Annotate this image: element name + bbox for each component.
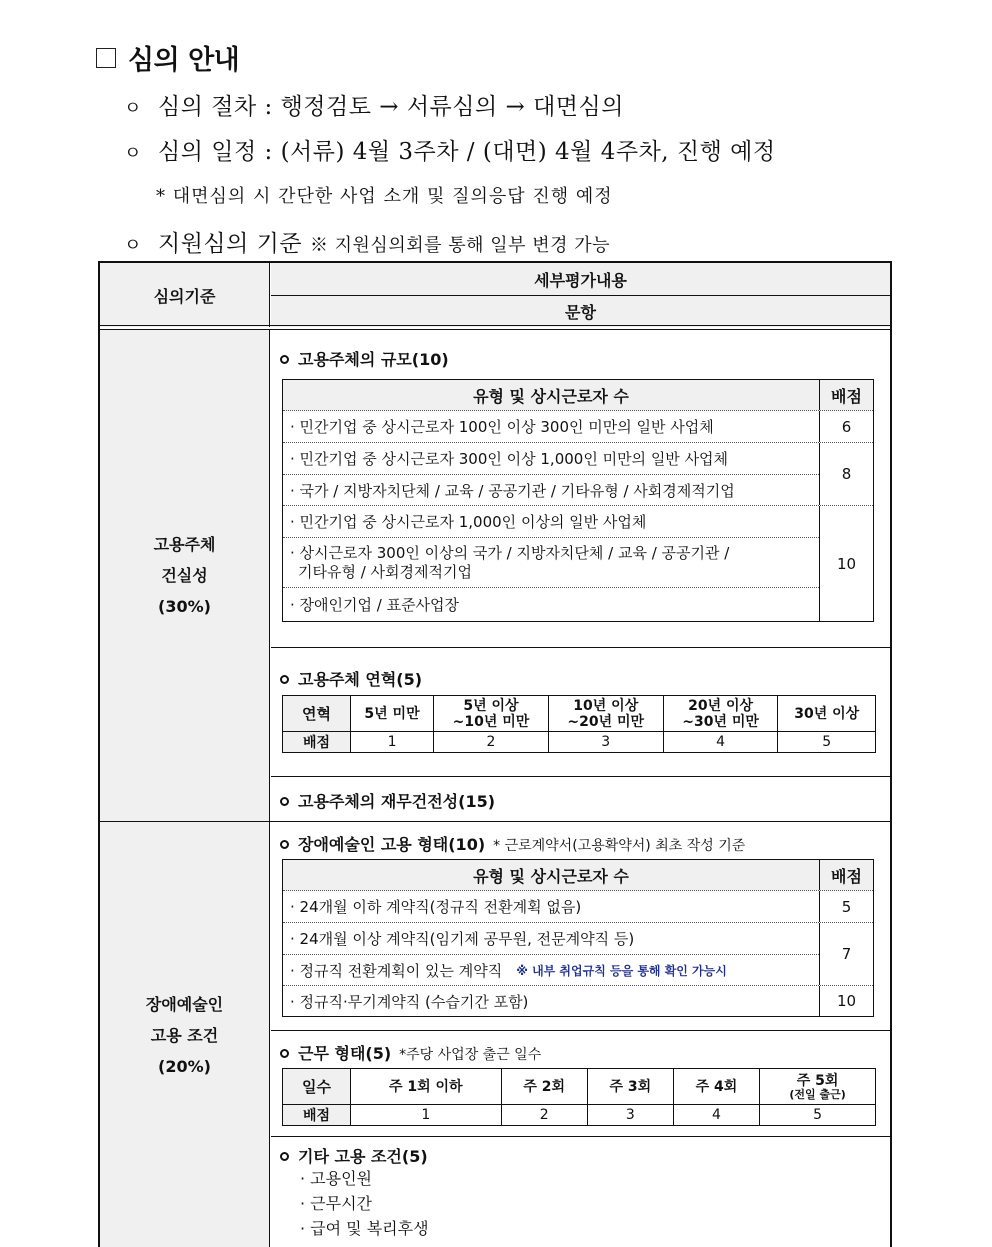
- category-line: 장애예술인: [145, 995, 224, 1014]
- criteria-line: [124, 225, 610, 258]
- row-item: · 장애인기업 / 표준사업장: [283, 587, 819, 621]
- col-sublabel: (전일 출근): [789, 1087, 846, 1101]
- row-item-line: · 상시근로자 300인 이상의 국가 / 지방자치단체 / 교육 / 공공기관 /: [290, 543, 730, 562]
- section-other-conditions-title: [280, 1144, 428, 1167]
- category-weight: (20%): [158, 1057, 211, 1076]
- section-divider: [271, 647, 890, 648]
- square-bullet-icon: [96, 48, 116, 68]
- section-employment-type-title: [280, 832, 745, 855]
- score-cell: 5: [760, 1105, 876, 1126]
- table-header-row: [283, 860, 873, 891]
- table-row: [283, 411, 873, 442]
- section-financial-soundness-title: [280, 789, 495, 812]
- col-label: 5년 이상: [463, 697, 519, 714]
- circle-bullet-icon: [280, 840, 289, 849]
- circle-bullet-icon: ㅇ: [124, 143, 142, 164]
- schedule-text: (서류) 4월 3주차 / (대면) 4월 4주차, 진행 예정: [280, 139, 776, 165]
- row-item-line: 기타유형 / 사회경제적기업: [298, 562, 472, 581]
- history-col: [351, 696, 434, 732]
- col-type-header: 유형 및 상시근로자 수: [473, 386, 629, 406]
- procedure-label: 심의 절차: [158, 94, 257, 120]
- category-line: 건실성: [161, 566, 208, 585]
- work-type-table: [282, 1068, 876, 1126]
- col-label: 10년 이상: [573, 697, 639, 714]
- circle-bullet-icon: [280, 675, 289, 684]
- section-divider: [271, 1136, 890, 1137]
- circle-bullet-icon: [280, 797, 289, 806]
- list-item: · 근무시간: [300, 1194, 372, 1213]
- row-score: 5: [819, 891, 873, 922]
- section-note: * 근로계약서(고용확약서) 최초 작성 기준: [493, 838, 746, 854]
- section-divider: [271, 1030, 890, 1031]
- section-title-text: 장애예술인 고용 형태(10): [298, 835, 486, 854]
- section-title: [96, 38, 239, 77]
- procedure-line: ㅇ 심의 절차 : 행정검토 → 서류심의 → 대면심의: [124, 94, 624, 120]
- circle-bullet-icon: ㅇ: [124, 98, 142, 119]
- row-label: 연혁: [283, 696, 351, 732]
- col-label: ~10년 미만: [452, 713, 530, 730]
- col-score-header: 배점: [819, 860, 873, 890]
- days-col: 주 2회: [501, 1069, 587, 1105]
- row-label: 일수: [283, 1069, 351, 1105]
- circle-bullet-icon: [280, 1152, 289, 1161]
- circle-bullet-icon: [280, 355, 289, 364]
- section-divider: [271, 776, 890, 777]
- score-cell: 2: [501, 1105, 587, 1126]
- history-col: [778, 696, 876, 732]
- employment-type-table: [282, 859, 874, 1017]
- row-score: 7: [819, 923, 873, 985]
- table-row: [283, 505, 873, 621]
- category-artist-employment: [100, 822, 270, 1247]
- history-col: [663, 696, 778, 732]
- employer-scale-table: [282, 379, 874, 622]
- row-item-text: · 정규직 전환계획이 있는 계약직: [290, 961, 503, 980]
- other-conditions-list: [300, 1166, 429, 1241]
- section-employer-history-title: [280, 667, 422, 690]
- days-col: 주 3회: [587, 1069, 673, 1105]
- days-col: [760, 1069, 876, 1105]
- criteria-label: 지원심의 기준: [158, 231, 303, 257]
- row-score: 10: [819, 986, 873, 1016]
- row-item: · 민간기업 중 상시근로자 300인 이상 1,000인 미만의 일반 사업체: [290, 450, 729, 468]
- days-col: 주 4회: [673, 1069, 759, 1105]
- row-score: 8: [819, 443, 873, 505]
- row-item: · 민간기업 중 상시근로자 100인 이상 300인 미만의 일반 사업체: [290, 418, 714, 436]
- score-cell: 4: [673, 1105, 759, 1126]
- row-item-note: ※ 내부 취업규칙 등을 통해 확인 가능시: [516, 963, 727, 978]
- score-cell: 3: [587, 1105, 673, 1126]
- row-score: 6: [819, 411, 873, 442]
- days-col: 주 1회 이하: [351, 1069, 502, 1105]
- header-item: 문항: [271, 296, 890, 327]
- row-item: · 정규직·무기계약직 (수습기간 포함): [290, 992, 529, 1011]
- table-row: [283, 442, 873, 505]
- procedure-text: 행정검토 → 서류심의 → 대면심의: [280, 94, 624, 120]
- col-score-header: 배점: [819, 380, 873, 410]
- score-label: 배점: [283, 1105, 351, 1126]
- section-title-text: 고용주체의 재무건전성(15): [298, 792, 496, 811]
- section-note: *주당 사업장 출근 일수: [399, 1047, 542, 1063]
- employer-history-table: [282, 695, 876, 753]
- score-cell: 1: [351, 732, 434, 753]
- schedule-line: ㅇ 심의 일정 : (서류) 4월 3주차 / (대면) 4월 4주차, 진행 예정: [124, 139, 776, 165]
- section-title-text: 고용주체 연혁(5): [298, 670, 423, 689]
- col-label: 20년 이상: [688, 697, 754, 714]
- col-label: 30년 이상: [794, 705, 860, 722]
- score-label: 배점: [283, 732, 351, 753]
- section-title-text: 심의 안내: [128, 45, 240, 76]
- list-item: · 고용인원: [300, 1169, 372, 1188]
- category-employer-soundness: [100, 330, 270, 821]
- section-title-text: 기타 고용 조건(5): [298, 1147, 428, 1166]
- score-cell: 1: [351, 1105, 502, 1126]
- circle-bullet-icon: ㅇ: [124, 235, 142, 256]
- table-row: [283, 922, 873, 985]
- section-work-type-title: [280, 1041, 541, 1064]
- history-col: [434, 696, 549, 732]
- score-cell: 5: [778, 732, 876, 753]
- row-item: · 민간기업 중 상시근로자 1,000인 이상의 일반 사업체: [290, 513, 647, 531]
- row-score: 10: [819, 506, 873, 621]
- col-type-header: 유형 및 상시근로자 수: [473, 866, 629, 886]
- interview-note: * 대면심의 시 간단한 사업 소개 및 질의응답 진행 예정: [156, 186, 613, 207]
- circle-bullet-icon: [280, 1049, 289, 1058]
- header-detail: 세부평가내용: [271, 263, 890, 296]
- schedule-label: 심의 일정: [158, 139, 257, 165]
- category-line: 고용주체: [153, 535, 216, 554]
- col-label: ~20년 미만: [567, 713, 645, 730]
- history-col: [548, 696, 663, 732]
- col-label: ~30년 미만: [682, 713, 759, 730]
- row-item: · 국가 / 지방자치단체 / 교육 / 공공기관 / 기타유형 / 사회경제적기업: [283, 474, 819, 505]
- header-criteria: 심의기준: [100, 263, 270, 327]
- criteria-table: [98, 261, 892, 1247]
- table-row: [283, 985, 873, 1016]
- list-item: · 급여 및 복리후생: [300, 1219, 429, 1238]
- score-cell: 2: [434, 732, 549, 753]
- row-item: · 24개월 이상 계약직(임기제 공무원, 전문계약직 등): [290, 930, 635, 948]
- row-item: [283, 954, 819, 985]
- section-title-text: 근무 형태(5): [298, 1044, 392, 1063]
- col-label: 5년 미만: [364, 705, 420, 722]
- criteria-note: ※ 지원심의회를 통해 일부 변경 가능: [309, 235, 610, 256]
- category-weight: (30%): [158, 597, 211, 616]
- table-row: [283, 891, 873, 922]
- row-item: · 24개월 이하 계약직(정규직 전환계획 없음): [290, 898, 582, 916]
- section-title-text: 고용주체의 규모(10): [298, 350, 449, 369]
- section-employer-scale-title: [280, 347, 449, 370]
- score-cell: 4: [663, 732, 778, 753]
- category-line: 고용 조건: [150, 1026, 219, 1045]
- table-header-row: [283, 380, 873, 411]
- row-item: [283, 537, 819, 587]
- score-cell: 3: [548, 732, 663, 753]
- col-label: 주 5회: [796, 1072, 839, 1089]
